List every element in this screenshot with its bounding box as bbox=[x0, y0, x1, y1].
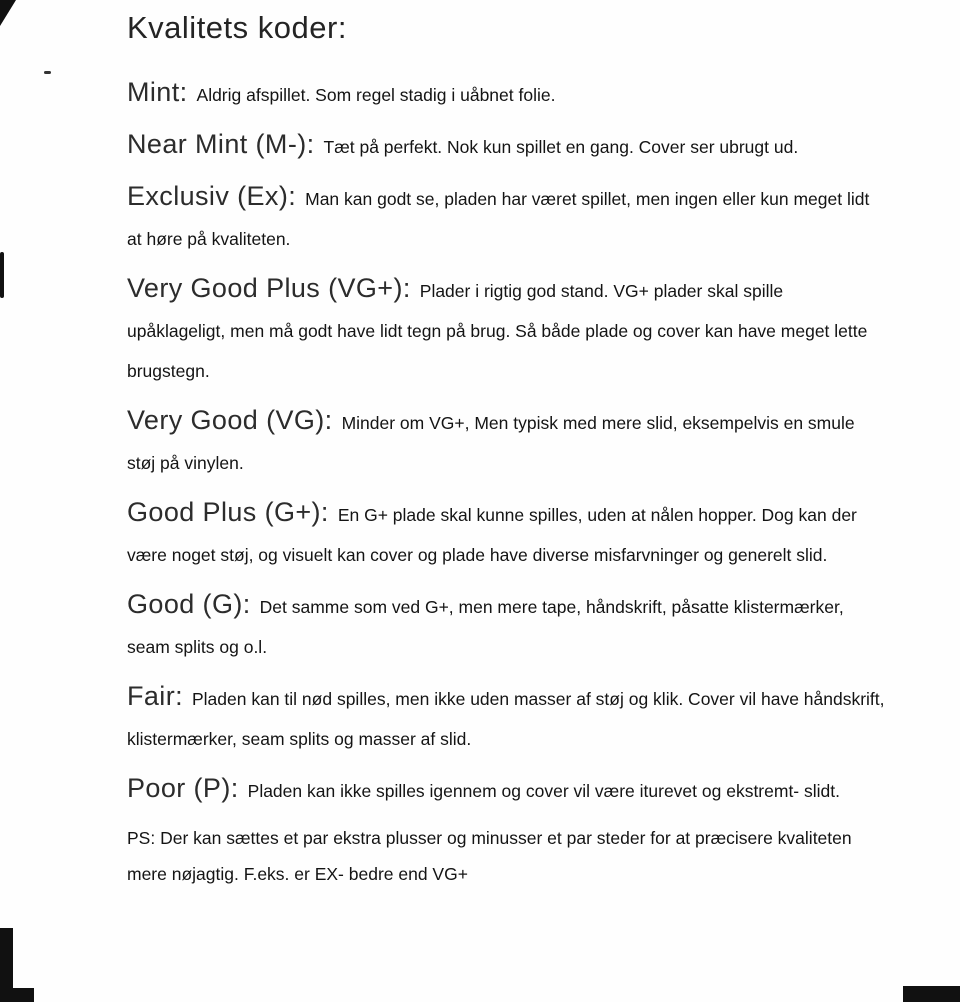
scan-artifact-bottom-left-foot bbox=[0, 988, 34, 1002]
entry-very-good-plus bbox=[127, 268, 885, 391]
entry-good bbox=[127, 584, 885, 667]
desc-very-good: Minder om VG+, Men typisk med mere slid, eksempelvis en smule støj på vinylen. bbox=[127, 413, 855, 473]
scan-artifact-top-left bbox=[0, 0, 16, 26]
desc-good-plus: En G+ plade skal kunne spilles, uden at nålen hopper. Dog kan der være noget støj, og visuelt kan cover og plade have diverse misfarvninger og generelt slid. bbox=[127, 505, 857, 565]
term-good: Good (G): bbox=[127, 589, 251, 619]
entry-exclusiv bbox=[127, 176, 885, 259]
term-poor: Poor (P): bbox=[127, 773, 239, 803]
entry-poor bbox=[127, 768, 885, 811]
desc-exclusiv: Man kan godt se, pladen har været spillet, men ingen eller kun meget lidt at høre på kvaliteten. bbox=[127, 189, 870, 249]
page-title: Kvalitets koder: bbox=[127, 10, 347, 45]
desc-good: Det samme som ved G+, men mere tape, håndskrift, påsatte klistermærker, seam splits og o.l. bbox=[127, 597, 844, 657]
entry-good-plus bbox=[127, 492, 885, 575]
term-mint: Mint: bbox=[127, 77, 188, 107]
term-near-mint: Near Mint (M-): bbox=[127, 129, 315, 159]
ps-note: PS: Der kan sættes et par ekstra plusser og minusser et par steder for at præcisere kvaliteten mere nøjagtig. F.eks. er EX- bedre end VG+ bbox=[127, 828, 852, 884]
desc-poor: Pladen kan ikke spilles igennem og cover vil være iturevet og ekstremt- slidt. bbox=[247, 781, 840, 801]
desc-very-good-plus: Plader i rigtig god stand. VG+ plader skal spille upåklageligt, men må godt have lidt tegn på brug. Så både plade og cover kan have meget lette brugstegn. bbox=[127, 281, 868, 381]
scan-artifact-bottom-right bbox=[903, 986, 960, 1002]
term-very-good-plus: Very Good Plus (VG+): bbox=[127, 273, 411, 303]
entry-fair bbox=[127, 676, 885, 759]
scan-artifact-left-dash bbox=[44, 71, 51, 74]
desc-fair: Pladen kan til nød spilles, men ikke uden masser af støj og klik. Cover vil have håndskrift, klistermærker, seam splits og masser af slid. bbox=[127, 689, 885, 749]
term-fair: Fair: bbox=[127, 681, 183, 711]
document-page bbox=[127, 10, 885, 892]
scan-artifact-left-edge bbox=[0, 252, 4, 298]
term-exclusiv: Exclusiv (Ex): bbox=[127, 181, 297, 211]
term-good-plus: Good Plus (G+): bbox=[127, 497, 329, 527]
desc-near-mint: Tæt på perfekt. Nok kun spillet en gang. Cover ser ubrugt ud. bbox=[323, 137, 799, 157]
entry-very-good bbox=[127, 400, 885, 483]
desc-mint: Aldrig afspillet. Som regel stadig i uåbnet folie. bbox=[196, 85, 556, 105]
entry-near-mint bbox=[127, 124, 885, 167]
term-very-good: Very Good (VG): bbox=[127, 405, 333, 435]
entry-mint bbox=[127, 72, 885, 115]
